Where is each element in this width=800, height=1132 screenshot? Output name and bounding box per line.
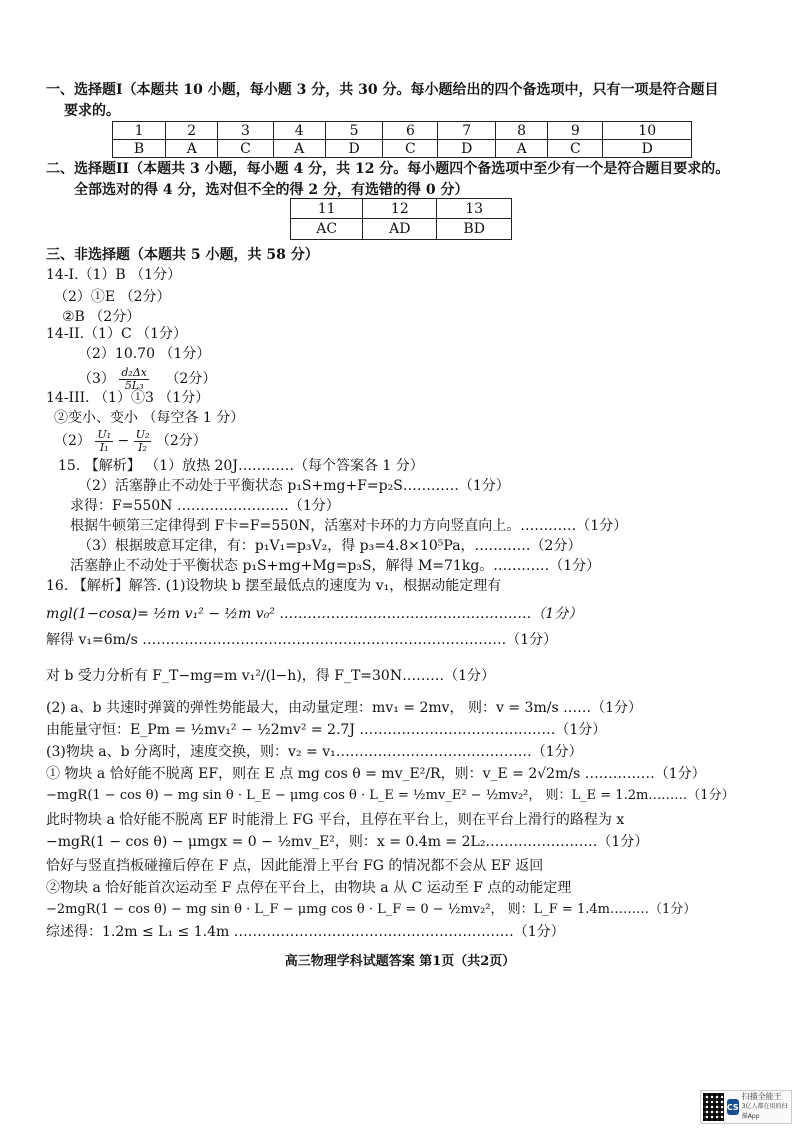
qr-code-icon: [703, 1093, 724, 1121]
q16-line1: 16. 【解析】解答. (1)设物块 b 摆至最低点的速度为 v₁，根据动能定理有: [46, 578, 502, 594]
answer-cell: D: [325, 140, 383, 158]
fraction-numerator: U₂: [135, 427, 150, 441]
q14-3-fraction-1: [95, 429, 113, 454]
sec2-number-row: [291, 199, 512, 219]
scanner-app-tagline: 3亿人都在用的扫描App: [741, 1103, 788, 1120]
q16-line11: −mgR(1 − cos θ) − μmgx = 0 − ½mv_E²，则：x = 0.4m = 2L₂……………………（1分）: [46, 834, 649, 850]
answer-cell: D: [603, 140, 692, 158]
answer-cell: A: [495, 140, 547, 158]
fraction-numerator: U₁: [97, 427, 112, 441]
q15-line1: 15. 【解析】 （1）放热 20J…………（每个答案各 1 分）: [58, 458, 424, 474]
answer-cell: C: [548, 140, 603, 158]
q15-line4: 根据牛顿第三定律得到 F卡=F=550N，活塞对卡环的力方向竖直向上。…………（1分）: [70, 518, 628, 534]
answer-cell: BD: [437, 219, 512, 240]
q16-line10: 此时物块 a 恰好能不脱离 EF 时能滑上 FG 平台，且停在平台上，则在平台上滑行的路程为 x: [46, 812, 625, 828]
sec2-answer-row: [291, 219, 512, 240]
q16-line9: −mgR(1 − cos θ) − mg sin θ · L_E − μmg cos θ · L_E = ½mv_E² − ½mv₂²， 则：L_E = 1.2m………（1分）: [46, 788, 735, 803]
scanner-watermark-text: [742, 1092, 789, 1122]
q14-2-prefix: （3）: [78, 371, 115, 387]
sec1-title-line2: 要求的。: [64, 103, 120, 119]
sec2-title-line1: 二、选择题II（本题共 3 小题，每小题 4 分，共 12 分。每小题四个备选项中至少有一个是符合题目要求的。: [46, 161, 730, 177]
q-num-cell: 7: [438, 122, 496, 140]
q16-line15: 综述得：1.2m ≤ L₁ ≤ 1.4m ……………………………………………………（1分）: [46, 924, 565, 940]
fraction-denominator: 5L₃: [124, 378, 144, 392]
fraction-denominator: I₂: [138, 440, 147, 454]
q14-2-line2: （2）10.70 （1分）: [78, 346, 211, 362]
q14-3-line3: [54, 426, 207, 456]
sec2-answer-table: [290, 198, 512, 240]
answer-cell: AC: [291, 219, 363, 240]
q14-3-score: （2分）: [155, 433, 207, 449]
scanner-watermark: [700, 1090, 792, 1124]
q14-3-prefix: （2）: [54, 433, 91, 449]
q15-line6: 活塞静止不动处于平衡状态 p₁S+mg+Mg=p₃S，解得 M=71kg。…………（1分）: [70, 558, 601, 574]
q-num-cell: 1: [113, 122, 166, 140]
answer-cell: C: [218, 140, 273, 158]
q14-2-line1: 14-II.（1）C （1分）: [46, 326, 188, 342]
sec3-title: 三、非选择题（本题共 5 小题，共 58 分）: [46, 247, 319, 263]
scanner-app-name: 扫描全能王: [741, 1092, 782, 1101]
q-num-cell: 4: [273, 122, 325, 140]
q14-2-score: （2分）: [165, 371, 217, 387]
q16-line2: mgl(1−cosα)= ½m v₁² − ½m v₀² ………………………………………………（1分）: [46, 606, 583, 622]
q-num-cell: 11: [291, 199, 363, 219]
q-num-cell: 2: [166, 122, 218, 140]
sec1-answer-table: [112, 121, 692, 158]
q-num-cell: 3: [218, 122, 273, 140]
q16-line4: 对 b 受力分析有 F_T−mg=m v₁²/(l−h)，得 F_T=30N………（1分）: [46, 668, 495, 684]
q14-1-line1: 14-I.（1）B （1分）: [46, 267, 182, 283]
q15-line5: （3）根据玻意耳定律，有：p₁V₁=p₃V₂，得 p₃=4.8×10⁵Pa，…………（2分）: [78, 538, 582, 554]
sec1-number-row: [113, 122, 692, 140]
q14-3-line2: ②变小、变小 （每空各 1 分）: [54, 410, 245, 426]
q14-1-line2: （2）①E （2分）: [54, 289, 171, 305]
sec1-title-line1: 一、选择题I（本题共 10 小题，每小题 3 分，共 30 分。每小题给出的四个备选项中，只有一项是符合题目: [46, 82, 719, 98]
answer-cell: AD: [363, 219, 437, 240]
answer-cell: A: [166, 140, 218, 158]
fraction-numerator: d₂Δx: [121, 365, 147, 379]
q14-3-line1: 14-III. （1）①3 （1分）: [46, 390, 210, 406]
q-num-cell: 12: [363, 199, 437, 219]
answer-cell: B: [113, 140, 166, 158]
q-num-cell: 10: [603, 122, 692, 140]
minus-sign: −: [117, 433, 130, 449]
q-num-cell: 8: [495, 122, 547, 140]
sec1-answer-row: [113, 140, 692, 158]
q15-line3: 求得：F=550N ……………………（1分）: [70, 498, 340, 514]
q16-line6: 由能量守恒：E_Pm = ½mv₁² − ½2mv² = 2.7J ……………………………………（1分）: [46, 722, 607, 738]
sec2-title-line2: 全部选对的得 4 分，选对但不全的得 2 分，有选错的得 0 分）: [74, 182, 469, 198]
q16-line5: (2) a、b 共速时弹簧的弹性势能最大，由动量定理：mv₁ = 2mv， 则：v = 3m/s ……（1分）: [46, 700, 642, 716]
q-num-cell: 13: [437, 199, 512, 219]
answer-cell: C: [383, 140, 438, 158]
answer-cell: A: [273, 140, 325, 158]
q-num-cell: 6: [383, 122, 438, 140]
q15-line2: （2）活塞静止不动处于平衡状态 p₁S+mg+F=p₂S…………（1分）: [78, 478, 510, 494]
fraction-denominator: I₁: [99, 440, 109, 454]
q16-line8: ① 物块 a 恰好能不脱离 EF，则在 E 点 mg cos θ = mv_E²/R，则：v_E = 2√2m/s ……………（1分）: [46, 766, 706, 782]
q14-1-line3: ②B （2分）: [62, 309, 141, 325]
q16-line12: 恰好与竖直挡板碰撞后停在 F 点，因此能滑上平台 FG 的情况都不会从 EF 返回: [46, 858, 544, 874]
camscanner-logo-icon: CS: [727, 1099, 739, 1115]
q16-line3: 解得 v₁=6m/s ……………………………………………………………………（1分）: [46, 632, 558, 648]
q16-line7: (3)物块 a、b 分离时，速度交换，则：v₂ = v₁……………………………………（1分）: [46, 744, 583, 760]
q16-line14: −2mgR(1 − cos θ) − mg sin θ · L_F − μmg cos θ · L_F = 0 − ½mv₂²， 则：L_F = 1.4m………（1分）: [46, 902, 697, 917]
q-num-cell: 9: [548, 122, 603, 140]
answer-cell: D: [438, 140, 496, 158]
q16-line13: ②物块 a 恰好能首次运动至 F 点停在平台上，由物块 a 从 C 运动至 F 点的动能定理: [46, 880, 572, 896]
page-footer: 高三物理学科试题答案 第1页（共2页）: [284, 954, 516, 969]
q14-3-fraction-2: [134, 429, 152, 454]
q-num-cell: 5: [325, 122, 383, 140]
